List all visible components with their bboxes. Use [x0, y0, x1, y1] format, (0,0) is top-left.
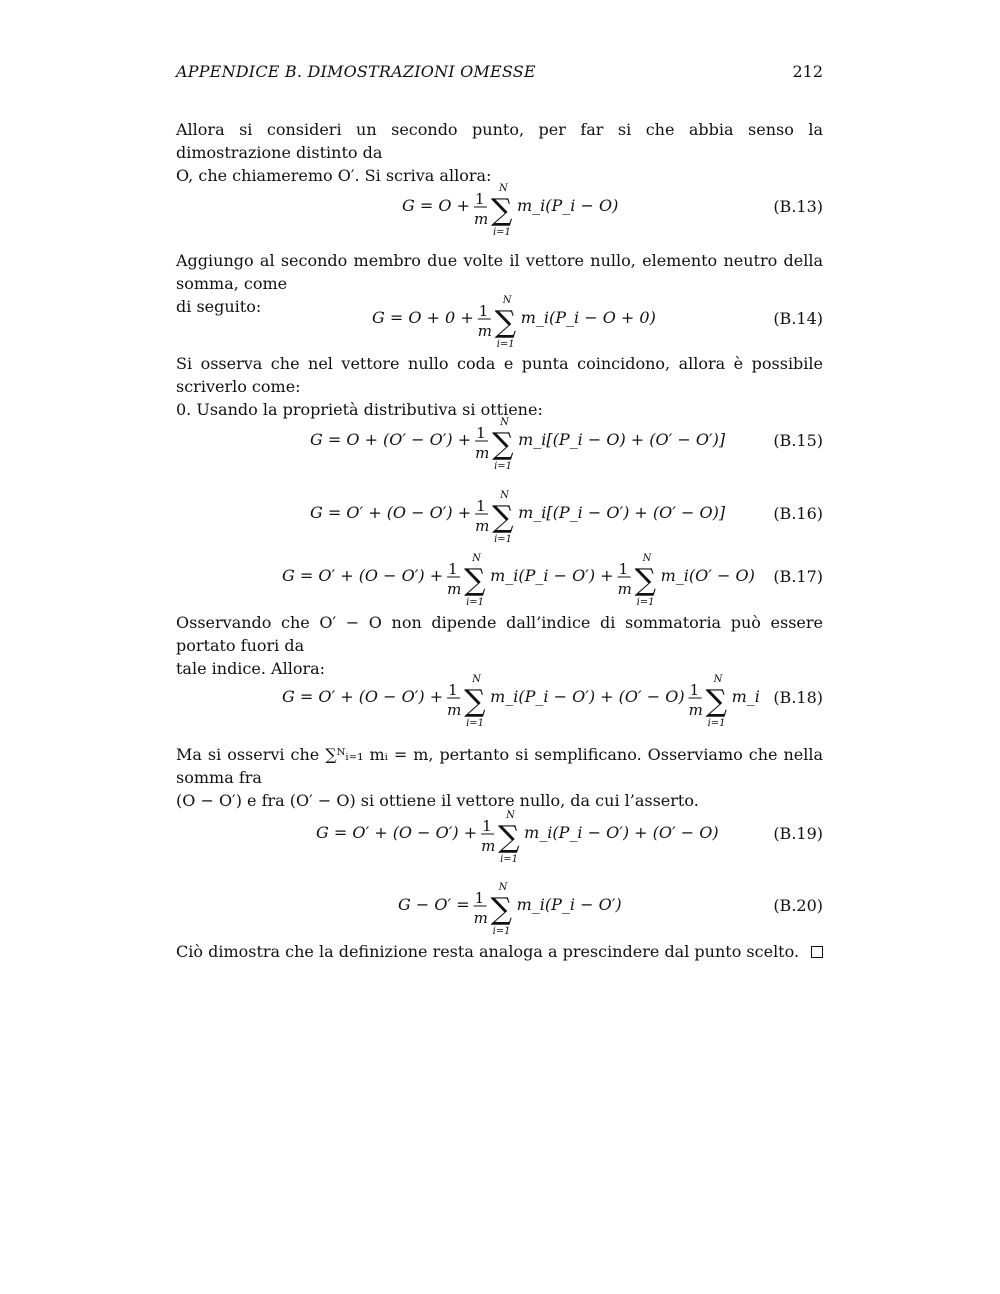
sum-lower-limit: i=1	[500, 854, 519, 865]
equation-lhs: G = O′ + (O − O′) +	[316, 823, 478, 842]
equation	[176, 485, 823, 545]
running-header	[176, 62, 823, 81]
equation-formula	[176, 548, 776, 608]
paragraph-line: (O − O′) e fra (O′ − O) si ottiene il vettore nullo, da cui l’asserto.	[176, 791, 699, 810]
sum-lower-limit: i=1	[496, 339, 515, 350]
fraction-denominator: m	[481, 837, 496, 855]
sum-upper-limit: N	[500, 417, 509, 428]
qed-square-icon	[811, 946, 823, 958]
fraction-denominator: m	[473, 909, 488, 927]
sum-lower-limit: i=1	[494, 534, 513, 545]
fraction-numerator: 1	[448, 681, 458, 699]
equation-formula	[176, 485, 776, 545]
paragraph-distributive	[176, 352, 823, 421]
fraction-numerator: 1	[448, 560, 458, 578]
paragraph-line: Ciò dimostra che la definizione resta analoga a prescindere dal punto scelto.	[176, 942, 800, 961]
paragraph-line: Si osserva che nel vettore nullo coda e punta coincidono, allora è possibile scriverlo come:	[176, 354, 823, 396]
header-title: APPENDICE B. DIMOSTRAZIONI OMESSE	[176, 62, 536, 81]
sum-upper-limit: N	[500, 490, 509, 501]
equation-lhs: G = O′ + (O − O′) +	[282, 687, 444, 706]
sum-upper-limit: N	[502, 295, 512, 306]
equation-number: (B.15)	[773, 431, 823, 450]
fraction-numerator: 1	[478, 302, 489, 320]
equation-term: m_i(P_i − O′) +	[490, 566, 614, 585]
equation-formula	[176, 877, 776, 937]
paragraph-line: O, che chiameremo O′. Si scriva allora:	[176, 166, 492, 185]
sum-upper-limit: N	[506, 810, 515, 821]
fraction-numerator: 1	[618, 560, 629, 578]
sum-upper-limit: N	[498, 882, 508, 893]
sum-sigma: ∑	[464, 684, 486, 719]
sum-upper-limit: N	[472, 553, 481, 564]
fraction-numerator: 1	[474, 889, 485, 907]
sum-sigma: ∑	[705, 684, 728, 719]
equation-number: (B.18)	[773, 688, 823, 707]
equation-term: m_i[(P_i − O) + (O′ − O′)]	[518, 430, 726, 449]
sum-sigma: ∑	[492, 500, 514, 535]
paragraph-line: 0. Usando la proprietà distributiva si ottiene:	[176, 400, 543, 419]
fraction-numerator: 1	[476, 497, 486, 515]
fraction-denominator: m	[475, 517, 490, 535]
equation-term: m_i(P_i − O)	[516, 196, 619, 215]
equation-lhs: G − O′ =	[398, 895, 470, 914]
equation	[176, 290, 823, 350]
sum-lower-limit: i=1	[466, 597, 485, 608]
equation-term: m_i[(P_i − O′) + (O′ − O)]	[518, 503, 726, 522]
paragraph-line: Osservando che O′ − O non dipende dall’indice di sommatoria può essere portato fuori da	[176, 613, 823, 655]
equation-number: (B.13)	[773, 197, 823, 216]
equation-formula	[176, 669, 776, 729]
equation-lhs: G = O′ + (O − O′) +	[282, 566, 444, 585]
fraction-numerator: 1	[476, 424, 486, 442]
equation-number: (B.19)	[773, 824, 823, 843]
sum-lower-limit: i=1	[492, 227, 511, 238]
fraction-denominator: m	[447, 701, 462, 719]
paragraph-line: Ma si osservi che ∑ᴺᵢ₌₁ mᵢ = m, pertanto si semplificano. Osserviamo che nella somma fra	[176, 745, 823, 787]
equation	[176, 548, 823, 608]
equation-term: m_i(P_i − O′) + (O′ − O)	[490, 687, 685, 706]
equation	[176, 412, 823, 472]
paragraph-conclusion	[176, 940, 823, 963]
fraction-numerator: 1	[689, 681, 700, 699]
sum-upper-limit: N	[713, 674, 723, 685]
equation-lhs: G = O +	[402, 196, 470, 215]
equation-term: m_i	[731, 687, 760, 706]
equation-number: (B.14)	[773, 309, 823, 328]
sum-lower-limit: i=1	[466, 718, 485, 729]
fraction-denominator: m	[617, 580, 632, 598]
paragraph-line: Allora si consideri un secondo punto, per far si che abbia senso la dimostrazione distinto da	[176, 120, 823, 162]
fraction-denominator: m	[477, 322, 492, 340]
equation-lhs: G = O + (O′ − O′) +	[310, 430, 472, 449]
fraction-denominator: m	[473, 210, 489, 228]
equation-lhs: G = O′ + (O − O′) +	[310, 503, 472, 522]
equation-formula	[176, 805, 776, 865]
equation	[176, 805, 823, 865]
sum-sigma: ∑	[494, 305, 517, 340]
sum-lower-limit: i=1	[707, 718, 726, 729]
fraction-denominator: m	[688, 701, 703, 719]
fraction-numerator: 1	[474, 190, 485, 208]
equation-term: m_i(P_i − O′)	[516, 895, 622, 914]
sum-upper-limit: N	[498, 183, 508, 194]
paragraph-intro	[176, 118, 823, 187]
equation	[176, 669, 823, 729]
sum-sigma: ∑	[464, 563, 486, 598]
sum-sigma: ∑	[634, 563, 657, 598]
equation-number: (B.20)	[773, 896, 823, 915]
sum-upper-limit: N	[472, 674, 481, 685]
sum-lower-limit: i=1	[492, 926, 511, 937]
equation-number: (B.16)	[773, 504, 823, 523]
sum-sigma: ∑	[490, 193, 513, 228]
equation-term: m_i(P_i − O + 0)	[520, 308, 656, 327]
sum-lower-limit: i=1	[494, 461, 513, 472]
sum-sigma: ∑	[498, 820, 520, 855]
sum-sigma: ∑	[490, 892, 513, 927]
equation-number: (B.17)	[773, 567, 823, 586]
fraction-denominator: m	[475, 444, 490, 462]
fraction-denominator: m	[447, 580, 462, 598]
equation	[176, 178, 823, 238]
paragraph-line: tale indice. Allora:	[176, 659, 326, 678]
equation-lhs: G = O + 0 +	[372, 308, 474, 327]
sum-sigma: ∑	[492, 427, 514, 462]
equation-formula	[176, 290, 776, 350]
page-number: 212	[792, 62, 823, 81]
paragraph-line: di seguito:	[176, 297, 262, 316]
paragraph-line: Aggiungo al secondo membro due volte il vettore nullo, elemento neutro della somma, come	[176, 251, 823, 293]
equation	[176, 877, 823, 937]
equation-formula	[176, 412, 776, 472]
document-page	[176, 0, 823, 1294]
equation-formula	[176, 178, 776, 238]
paragraph-simplify	[176, 743, 823, 812]
sum-lower-limit: i=1	[636, 597, 655, 608]
equation-term: m_i(O′ − O)	[660, 566, 755, 585]
sum-upper-limit: N	[642, 553, 652, 564]
fraction-numerator: 1	[482, 817, 492, 835]
equation-term: m_i(P_i − O′) + (O′ − O)	[524, 823, 719, 842]
